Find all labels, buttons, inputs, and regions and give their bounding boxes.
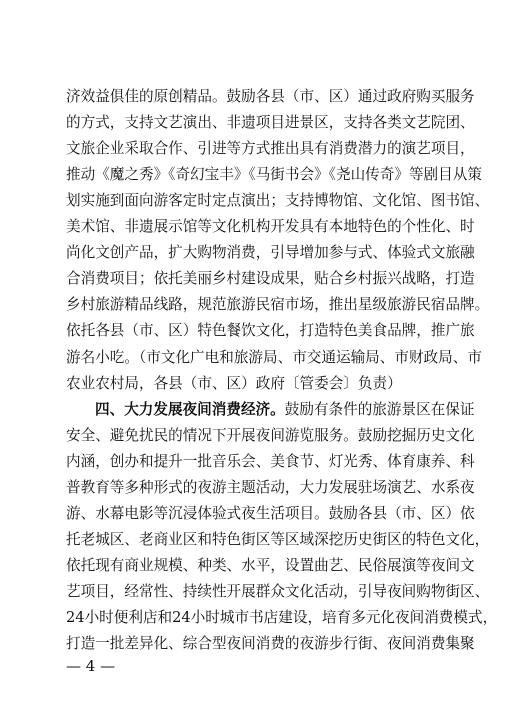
paragraph-line: 安全、避免扰民的情况下开展夜间游览服务。鼓励挖掘历史文化: [66, 426, 475, 444]
paragraph-line: 内涵，创办和提升一批音乐会、美食节、灯光秀、体育康养、科: [66, 452, 475, 470]
paragraph-line: 24小时便利店和24小时城市书店建设，培育多元化夜间消费模式，: [66, 609, 498, 626]
paragraph-line: 游、水幕电影等沉浸体验式夜生活项目。鼓励各县（市、区）依: [66, 504, 475, 522]
paragraph-line: 游名小吃。（市文化广电和旅游局、市交通运输局、市财政局、市: [66, 348, 482, 366]
paragraph-line: 划实施到面向游客定时定点演出；支持博物馆、文化馆、图书馆、: [66, 192, 490, 210]
paragraph-line: 打造一批差异化、综合型夜间消费的夜游步行街、夜间消费集聚: [66, 635, 475, 652]
paragraph-line: 依托各县（市、区）特色餐饮文化，打造特色美食品牌，推广旅: [66, 322, 475, 340]
paragraph-line: 普教育等多种形式的夜游主题活动，大力发展驻场演艺、水系夜: [66, 478, 475, 496]
section-4-first-line: [95, 400, 475, 420]
paragraph-line: 艺项目，经常性、持续性开展群众文化活动，引导夜间购物街区、: [66, 582, 490, 600]
page-number: — 4 —: [66, 657, 116, 675]
section-4-first-line-text: 鼓励有条件的旅游景区在保证: [284, 400, 475, 418]
paragraph-line: 农业农村局，各县（市、区）政府〔管委会〕负责）: [66, 374, 402, 392]
paragraph-line: 济效益俱佳的原创精品。鼓励各县（市、区）通过政府购买服务: [66, 88, 475, 105]
section-4-heading: 四、大力发展夜间消费经济。: [95, 400, 285, 418]
paragraph-line: 依托现有商业规模、种类、水平，设置曲艺、民俗展演等夜间文: [66, 556, 475, 574]
paragraph-line: 尚化文创产品，扩大购物消费，引导增加参与式、体验式文旅融: [66, 244, 475, 262]
paragraph-line: 美术馆、非遗展示馆等文化机构开发具有本地特色的个性化、时: [66, 218, 475, 236]
paragraph-line: 合消费项目；依托美丽乡村建设成果，贴合乡村振兴战略，打造: [66, 270, 475, 288]
paragraph-line: 推动《魔之秀》《奇幻宝丰》《马街书会》《尧山传奇》等剧目从策: [66, 166, 482, 184]
paragraph-line: 的方式，支持文艺演出、非遗项目进景区，支持各类文艺院团、: [66, 114, 475, 131]
paragraph-line: 乡村旅游精品线路，规范旅游民宿市场，推出星级旅游民宿品牌。: [66, 296, 490, 314]
paragraph-line: 文旅企业采取合作、引进等方式推出具有消费潜力的演艺项目，: [66, 140, 475, 158]
paragraph-line: 托老城区、老商业区和特色街区等区域深挖历史街区的特色文化，: [66, 530, 490, 548]
